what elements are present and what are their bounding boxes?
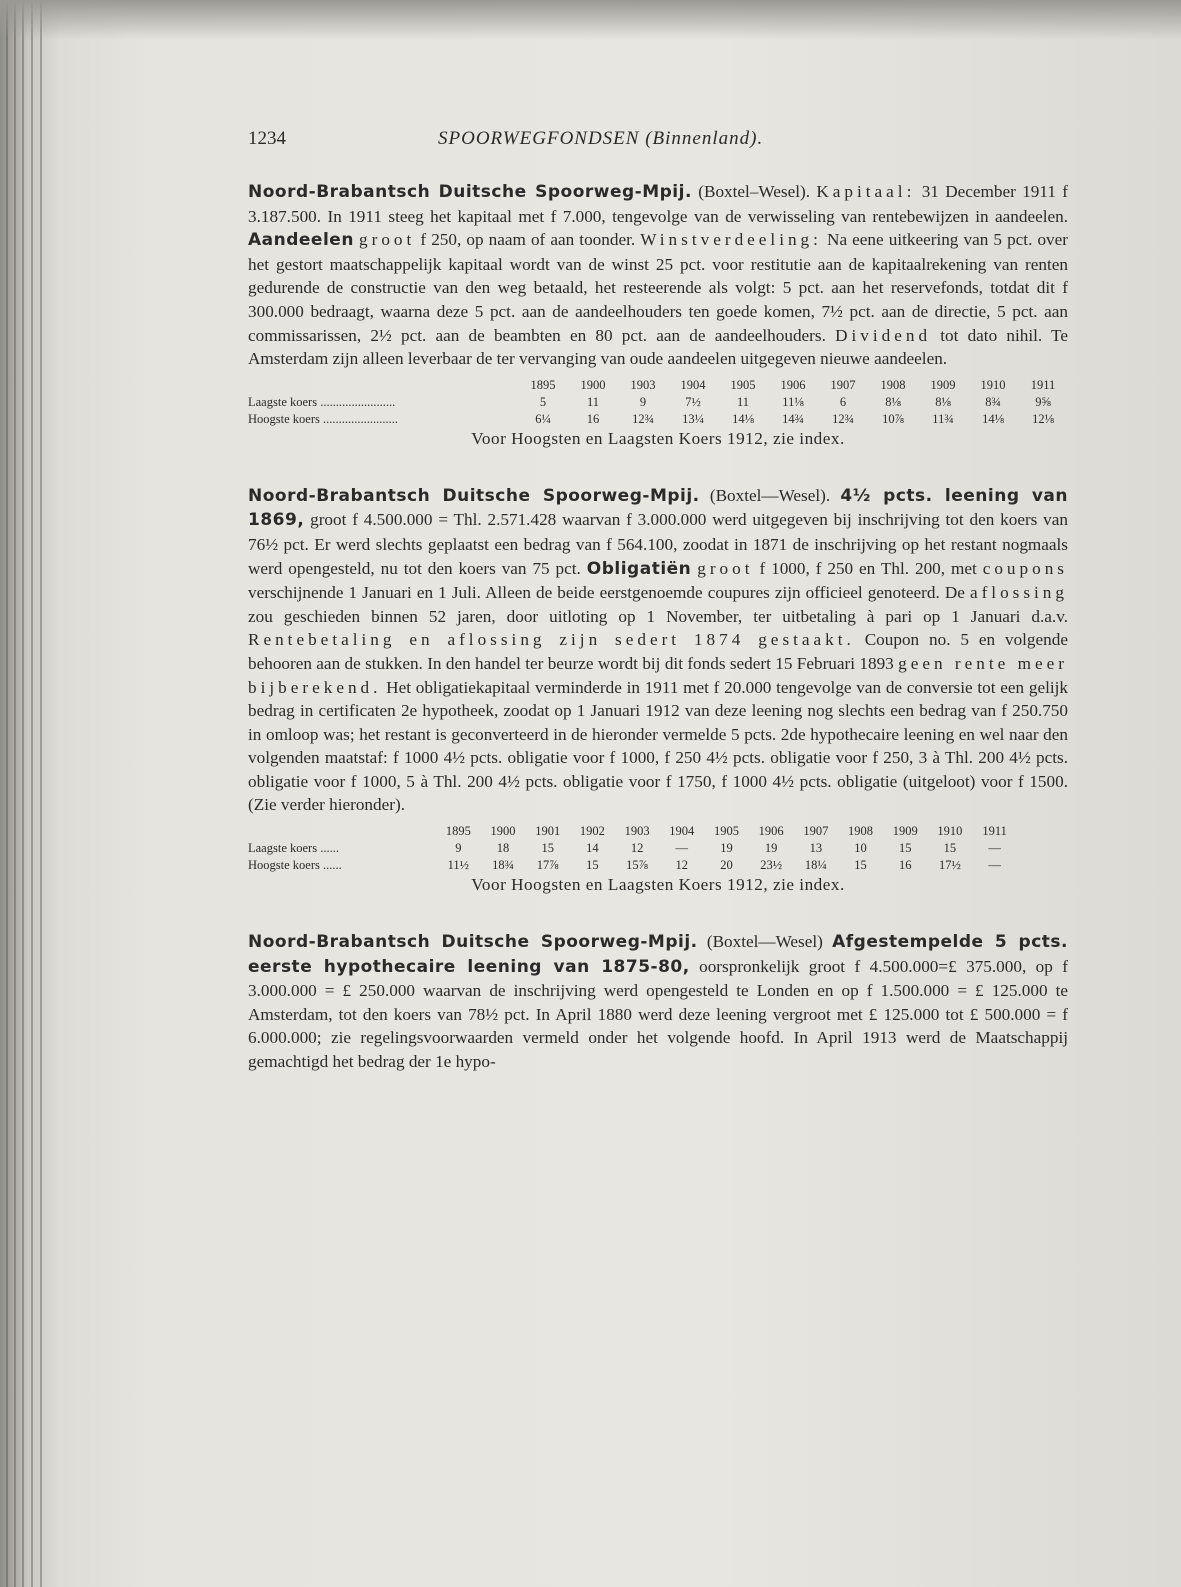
row-label: Laagste koers ...... (248, 841, 339, 856)
table-cell: 19 (720, 841, 733, 856)
year-cell: 1910 (980, 377, 1006, 392)
table-cell: 8¾ (985, 394, 1001, 409)
table-cell: 6 (839, 394, 847, 409)
table-cell: 12 (675, 858, 689, 873)
year-cell: 1907 (830, 377, 856, 392)
table-cell: 11 (736, 394, 750, 409)
year-cell: 1900 (490, 824, 516, 839)
table-cell: — (988, 858, 1001, 873)
year-cell: 1911 (982, 824, 1007, 839)
company-name: Noord-Brabantsch Duitsche Spoorweg-Mpij. (248, 932, 698, 953)
table-cell: 13¼ (682, 411, 704, 426)
text-run: (Boxtel—Wesel) (697, 932, 833, 952)
spaced-term: coupons (982, 558, 1068, 578)
table-cell: 14 (586, 841, 599, 856)
year-cell: 1906 (780, 377, 806, 392)
table-cell: 17½ (938, 858, 961, 873)
text-run: f 250, op naam of aan toonder. (415, 230, 641, 250)
table-cell: 18¼ (804, 858, 827, 873)
entry-text (248, 930, 1068, 1074)
price-table (248, 823, 1068, 874)
text-run: Coupon no. 5 en volgende behooren aan de stukken. In den handel ter beurze wordt bij dit fonds sedert 15 Februari 1893 (248, 630, 1068, 673)
table-cell: 12¾ (632, 411, 654, 426)
year-cell: 1902 (579, 824, 605, 839)
table-cell: 5 (539, 394, 547, 409)
table-cell: 10⅞ (882, 411, 904, 426)
year-cell: 1905 (730, 377, 756, 392)
table-cell: 15 (541, 841, 554, 856)
text-run: tot dato nihil. Te Amsterdam zijn alleen leverbaar de ter vervanging van oude aandeelen uitgegeven nieuwe aandeelen. (248, 325, 1068, 369)
page-number: 1234 (248, 128, 286, 149)
table-row (248, 857, 1068, 874)
table-cell: 14⅛ (982, 411, 1004, 426)
spaced-term: geen rente meer bijberekend. (248, 653, 1068, 697)
section-heading: Obligatiën (586, 558, 692, 579)
table-cell: 15⅞ (626, 858, 649, 873)
year-cell: 1906 (758, 824, 784, 839)
table-cell: 9 (455, 841, 462, 856)
text-run: f 1000, f 250 en Thl. 200, met (753, 558, 983, 578)
table-cell: 13 (809, 841, 823, 856)
index-reference: Voor Hoogsten en Laagsten Koers 1912, zie index. (471, 428, 845, 448)
section-heading: 4½ pcts. leening van 1869, (248, 485, 1068, 531)
year-cell: 1904 (669, 824, 695, 839)
text-run: (Boxtel–Wesel). (691, 182, 817, 201)
table-cell: 15 (943, 841, 957, 856)
table-cell: 14¾ (782, 411, 804, 426)
table-cell: — (988, 841, 1001, 856)
year-cell: 1908 (880, 377, 906, 392)
table-cell: 14⅛ (732, 411, 754, 426)
entry-mortgage-loan (248, 930, 1068, 1074)
text-run: 31 December 1911 f 3.187.500. In 1911 steeg het kapitaal met f 7.000, tengevolge van de verwisseling van rentebewijzen in aandeelen. (248, 182, 1068, 226)
top-shadow (0, 0, 1181, 40)
table-cell: 11¾ (932, 411, 954, 426)
table-cell: 8⅛ (935, 394, 951, 409)
year-cell: 1910 (937, 824, 963, 839)
table-cell: 9⅝ (1035, 394, 1051, 409)
table-cell: 10 (854, 841, 867, 856)
section-heading: Aandeelen (248, 230, 354, 251)
spaced-term: groot (359, 230, 416, 250)
table-cell: 20 (720, 858, 733, 873)
table-cell: 11½ (447, 858, 470, 873)
text-run: groot f 4.500.000 = Thl. 2.571.428 waarvan f 3.000.000 werd uitgegeven bij inschrijving tot den koers van 76½ pct. Er werd slechts geplaatst een bedrag van f 564.100, zoodat in 1871 de inschrijving op het restant nogmaals werd opengesteld, nu tot den koers van 75 pct. (248, 510, 1068, 578)
section-heading: Afgestempelde 5 pcts. eerste hypothecaire leening van 1875-80, (248, 932, 1068, 977)
table-cell: 15 (898, 841, 912, 856)
table-corner (248, 823, 436, 840)
table-cell: 8⅛ (885, 394, 901, 409)
table-cell: 23½ (760, 858, 783, 873)
year-cell: 1911 (1030, 377, 1056, 392)
year-cell: 1909 (892, 824, 918, 839)
table-cell: 12⅛ (1032, 411, 1054, 426)
table-row (248, 394, 1068, 411)
table-cell: 15 (854, 858, 867, 873)
page-header (248, 128, 1068, 150)
index-reference: Voor Hoogsten en Laagsten Koers 1912, zie index. (471, 875, 845, 895)
spaced-term: Kapitaal: (816, 182, 916, 201)
page-edge (40, 0, 42, 1587)
text-run: (Boxtel—Wesel). (699, 485, 841, 505)
table-cell: 6¼ (535, 411, 551, 426)
row-label: Laagste koers ........................ (248, 394, 396, 409)
price-table (248, 377, 1068, 428)
year-cell: 1907 (803, 824, 829, 839)
table-cell: 12 (630, 841, 644, 856)
table-corner (248, 377, 518, 394)
table-cell: 18¾ (492, 858, 514, 873)
table-cell: 11⅛ (782, 394, 804, 409)
year-cell: 1903 (630, 377, 656, 392)
table-cell: — (675, 841, 689, 856)
year-cell: 1900 (580, 377, 606, 392)
text-run: verschijnende 1 Januari en 1 Juli. Alleen de beide eerstgenoemde coupures zijn officieel genoteerd. De (248, 583, 970, 603)
entry-shares (248, 180, 1068, 450)
year-cell: 1903 (624, 824, 650, 839)
page-edge (14, 0, 16, 1587)
page-edge (22, 0, 24, 1587)
table-header-row (248, 377, 1068, 394)
table-cell: 9 (639, 394, 647, 409)
text-run: oorspronkelijk groot f 4.500.000=£ 375.000, op f 3.000.000 = £ 250.000 waarvan de inschrijving werd opengesteld te Londen en op f 1.500.000 = £ 125.000 te Amsterdam, tot den koers van 78½ pct. In April 1880 werd deze leening vergroot met £ 125.000 tot £ 500.000 = f 6.000.000; zie regelingsvoorwaarden vermeld onder het volgende hoofd. In April 1913 werd de Maatschappij gemachtigd het bedrag der 1e hypo- (248, 956, 1069, 1072)
year-cell: 1908 (848, 824, 874, 839)
year-cell: 1904 (680, 377, 706, 392)
spaced-term: Winstverdeeling: (640, 230, 822, 250)
table-cell: 7½ (685, 394, 701, 409)
spaced-term: Rentebetaling en aflossing zijn sedert 1874 gestaakt. (248, 630, 855, 650)
table-cell: 16 (898, 858, 912, 873)
table-cell: 17⅞ (536, 858, 559, 873)
table-cell: 11 (586, 394, 600, 409)
year-cell: 1901 (535, 824, 561, 839)
table-header-row (248, 823, 1068, 840)
company-name: Noord-Brabantsch Duitsche Spoorweg-Mpij. (248, 485, 700, 506)
spaced-term: groot (697, 558, 754, 578)
row-label: Hoogste koers ...... (248, 858, 342, 873)
year-cell: 1905 (713, 824, 739, 839)
entry-text (248, 484, 1068, 817)
spaced-term: aflossing (969, 583, 1068, 603)
page-edge (31, 0, 33, 1587)
spaced-term: Dividend (835, 325, 932, 345)
text-run: zou geschieden binnen 52 jaren, door uitloting op 1 November, ter uitbetaling à pari op 1 Januari d.a.v. (248, 606, 1068, 626)
year-cell: 1909 (930, 377, 956, 392)
page-edge (6, 0, 8, 1587)
table-cell: 16 (586, 411, 600, 426)
text-run: Het obligatiekapitaal verminderde in 1911 met f 20.000 tengevolge van de conversie tot een gelijk bedrag in certificaten 2e hypotheek, zoodat op 1 Januari 1912 van deze leening nog slechts een bedrag van f 250.750 in omloop was; het restant is geconverteerd in de hieronder vermelde 5 pcts. 2de hypothecaire leening en wel naar den volgenden maatstaf: f 1000 4½ pcts. obligatie voor f 1000, f 250 4½ pcts. obligatie voor f 250, 3 à Thl. 200 4½ pcts. obligatie voor f 1000, 5 à Thl. 200 4½ pcts. obligatie voor f 1750, f 1000 4½ pcts. obligatie (uitgeloot) voor f 1500. (Zie verder hieronder). (248, 677, 1068, 815)
table-cell: 19 (764, 841, 778, 856)
running-title: SPOORWEGFONDSEN (Binnenland). (438, 128, 764, 149)
year-cell: 1895 (445, 824, 471, 839)
text-run: Na eene uitkeering van 5 pct. over het gestort maatschappelijk kapitaal wordt van de winst 25 pct. voor restitutie aan de kapitaalrekening van renten gedurende de constructie van den weg betaald, het resteerende als volgt: 5 pct. aan het reservefonds, totdat dit f 300.000 bedraagt, waarna deze 5 pct. aan de aandeelhouders ten goede komen, 7½ pct. aan de directie, 5 pct. aan commissarissen, 2½ pct. aan de beambten en 80 pct. aan de aandeelhouders. (248, 230, 1069, 345)
table-row (248, 411, 1068, 428)
row-label: Hoogste koers ........................ (248, 411, 398, 426)
year-cell: 1895 (530, 377, 556, 392)
entry-text (248, 180, 1068, 371)
table-cell: 18 (496, 841, 510, 856)
table-row (248, 840, 1068, 857)
table-cell: 12¾ (832, 411, 854, 426)
table-cell: 15 (586, 858, 599, 873)
page-content (248, 128, 1068, 1108)
company-name: Noord-Brabantsch Duitsche Spoorweg-Mpij. (248, 182, 692, 202)
entry-loan-1869 (248, 484, 1068, 896)
